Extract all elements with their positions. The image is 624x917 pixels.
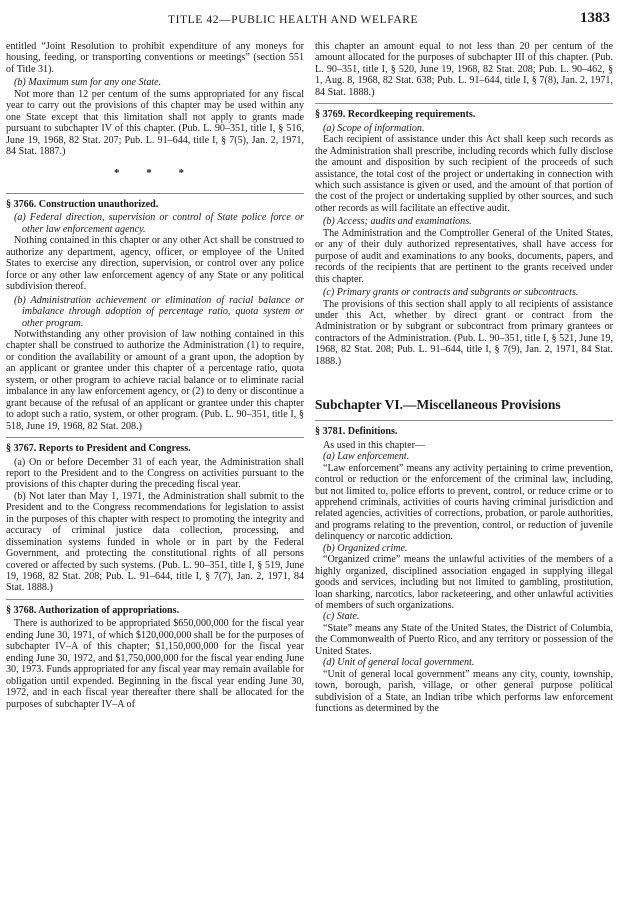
subsection-heading: (a) Federal direction, supervision or control of State police force or other law enforcement agency. xyxy=(14,212,304,235)
paragraph: Nothing contained in this chapter or any other Act shall be construed to authorize any department, agency, officer, or employee of the United States to exercise any direction, supervision, or control over any police force or any other law enforcement agency of any State or any political subdivision thereof. xyxy=(6,235,304,293)
section-separator: * * * xyxy=(114,166,196,179)
definition-heading: (b) Organized crime. xyxy=(323,542,408,554)
page-number: 1383 xyxy=(580,10,610,26)
definition-heading: (a) Law enforcement. xyxy=(323,451,410,463)
paragraph-continuation: this chapter an amount equal to not less than 20 per centum of the amount allocated for the purposes of subchapter III of this chapter. (Pub. L. 90–351, title I, § 520, June 19, 1968, 82 Stat. 208; Pub. L. 90–462, § 1, Aug. 8, 1968, 82 Stat. 638; Pub. L. 91–644, title I, § 7(8), Jan. 2, 1971, 84 Stat. 1888.) xyxy=(315,41,613,98)
section-title-3781: § 3781. Definitions. xyxy=(315,426,398,438)
section-title-3768: § 3768. Authorization of appropriations. xyxy=(6,604,180,616)
section-rule xyxy=(6,193,304,194)
section-rule xyxy=(315,103,613,104)
page-header xyxy=(0,10,624,34)
definition-heading: (c) State. xyxy=(323,611,360,623)
section-title-3767: § 3767. Reports to President and Congress. xyxy=(6,443,191,455)
paragraph: As used in this chapter— xyxy=(323,439,426,451)
section-rule xyxy=(6,437,304,438)
definition-heading: (d) Unit of general local government. xyxy=(323,657,475,669)
paragraph: Notwithstanding any other provision of law nothing contained in this chapter shall be construed to authorize the Administration (1) to require, or condition the availability or amount of a grant upon, the adoption by an applicant or grantee under this chapter of a percentage ratio, quota system, or other program to achieve racial balance or to eliminate racial imbalance in any law enforcement agency, or (2) to deny or discontinue a grant because of the refusal of an applicant or grantee under this chapter to adopt such a ratio, system, or other program. (Pub. L. 90–351, title I, § 518, June 19, 1968, 82 Stat. 208.) xyxy=(6,328,304,432)
subchapter-heading: Subchapter VI.—Miscellaneous Provisions xyxy=(315,397,561,413)
paragraph: There is authorized to be appropriated $650,000,000 for the fiscal year ending June 30, 1971, of which $120,000,000 shall be for the purposes of subchapter IV–A of this chapter; $1,150,000,000 for the fiscal year ending June 30, 1972, and $1,750,000,000 for the fiscal year ending June 30, 1973. Funds appropriated for any fiscal year may remain available for obligation until expended. Beginning in the fiscal year ending June 30, 1972, and in each fiscal year thereafter there shall be allocated for the purposes of subchapter IV–A of xyxy=(6,618,304,710)
section-rule xyxy=(6,599,304,600)
running-title: TITLE 42—PUBLIC HEALTH AND WELFARE xyxy=(168,14,419,26)
paragraph: (a) On or before December 31 of each year, the Administration shall report to the President and to the Congress on activities pursuant to the provisions of this chapter during the preceding fiscal year. xyxy=(6,456,304,491)
paragraph-continuation: entitled “Joint Resolution to prohibit expenditure of any moneys for housing, feeding, or transporting conventions or meetings” (section 551 of Title 31). xyxy=(6,41,304,75)
subsection-heading: (b) Access; audits and examinations. xyxy=(323,216,472,228)
paragraph: The Administration and the Comptroller General of the United States, or any of their duly authorized representatives, shall have access for purpose of audit and examinations to any books, documents, papers, and records of the recipients that are pertinent to the grants received under this chapter. xyxy=(315,227,613,285)
section-title-3766: § 3766. Construction unauthorized. xyxy=(6,198,159,210)
right-column xyxy=(315,41,613,715)
paragraph: (b) Not later than May 1, 1971, the Administration shall submit to the President and to the Congress recommendations for legislation to assist in the purposes of this chapter with respect to promoting the integrity and accuracy of criminal justice data collection, processing, and dissemination systems funded in whole or in part by the Federal Government, and protecting the constitutional rights of all persons covered or affected by such systems. (Pub. L. 90–351, title I, § 519, June 19, 1968, 82 Stat. 208; Pub. L. 91–644, title I, § 7(7), Jan. 2, 1971, 84 Stat. 1888.) xyxy=(6,490,304,594)
subsection-heading: (b) Maximum sum for any one State. xyxy=(14,77,162,89)
paragraph: “Unit of general local government” means any city, county, township, town, borough, parish, village, or other general purpose political subdivision of a State, an Indian tribe which performs law enforcement functions as determined by the xyxy=(315,668,613,715)
section-title-3769: § 3769. Recordkeeping requirements. xyxy=(315,109,476,121)
paragraph: “Law enforcement” means any activity pertaining to crime prevention, control or reduction or the enforcement of the criminal law, including, but not limited to, police efforts to prevent, control, or reduce crime or to apprehend criminals, activities of courts having criminal jurisdiction and related agencies, activities of corrections, probation, or parole authorities, and programs relating to the prevention, control, or reduction of juvenile delinquency or narcotic addiction. xyxy=(315,462,613,543)
subsection-heading: (b) Administration achievement or elimination of racial balance or imbalance through adoption of percentage ratio, quota system or other program. xyxy=(14,294,304,329)
section-rule xyxy=(315,420,613,421)
left-column xyxy=(6,41,304,710)
paragraph: Not more than 12 per centum of the sums appropriated for any fiscal year to carry out the provisions of this chapter may be used within any one State except that this limitation shall not apply to grants made pursuant to subchapter IV of this chapter. (Pub. L. 90–351, title I, § 516, June 19, 1968, 82 Stat. 207; Pub. L. 91–644, title I, § 7(5), Jan. 2, 1971, 84 Stat. 1887.) xyxy=(6,88,304,158)
subsection-heading: (a) Scope of information. xyxy=(323,122,425,134)
paragraph: “State” means any State of the United States, the District of Columbia, the Commonwealth of Puerto Rico, and any territory or possession of the United States. xyxy=(315,622,613,657)
paragraph: Each recipient of assistance under this Act shall keep such records as the Administration shall prescribe, including records which fully disclose the amount and disposition by such recipient of the proceeds of such assistance, the total cost of the project or undertaking in connection with which such assistance is given or used, and the amount of that portion of the cost of the project or undertaking supplied by other sources, and such other records as will facilitate an effective audit. xyxy=(315,134,613,214)
paragraph: The provisions of this section shall apply to all recipients of assistance under this Act, whether by direct grant or contract from the Administration or by subgrant or subcontract from primary grantees or contractors of the Administration. (Pub. L. 90–351, title I, § 521, June 19, 1968, 82 Stat. 208; Pub. L. 91–644, title I, § 7(9), Jan. 2, 1971, 84 Stat. 1888.) xyxy=(315,298,613,367)
subsection-heading: (c) Primary grants or contracts and subgrants or subcontracts. xyxy=(323,287,579,299)
paragraph: “Organized crime” means the unlawful activities of the members of a highly organized, disciplined association engaged in supplying illegal goods and services, including but not limited to gambling, prostitution, loan sharking, narcotics, labor racketeering, and other unlawful activities of members of such organizations. xyxy=(315,554,613,612)
